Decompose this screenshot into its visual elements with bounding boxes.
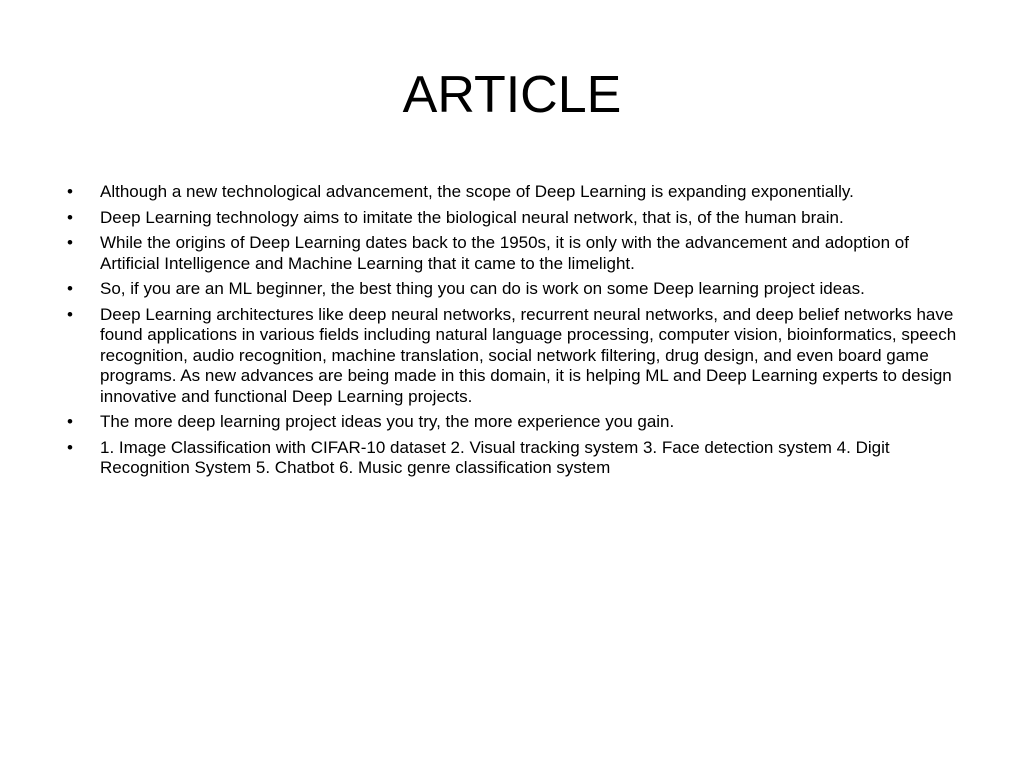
bullet-text: While the origins of Deep Learning dates back to the 1950s, it is only with the advancement and adoption of Artificial Intelligence and Machine Learning that it came to the limelight. [100, 233, 909, 273]
bullet-text: So, if you are an ML beginner, the best thing you can do is work on some Deep learning project ideas. [100, 279, 865, 298]
bullet-item [60, 208, 965, 229]
bullet-text: Although a new technological advancement, the scope of Deep Learning is expanding exponentially. [100, 182, 854, 201]
bullet-item [60, 233, 965, 274]
bullet-marker: • [67, 304, 73, 324]
bullet-marker: • [67, 182, 73, 201]
bullet-marker: • [67, 412, 73, 431]
bullet-marker: • [67, 437, 73, 457]
bullet-list [60, 182, 965, 484]
bullet-marker: • [67, 207, 73, 227]
bullet-item [60, 412, 965, 433]
bullet-item [60, 279, 965, 300]
bullet-text: Deep Learning technology aims to imitate the biological neural network, that is, of the human brain. [100, 207, 844, 227]
bullet-item [60, 182, 965, 203]
slide-title: ARTICLE [402, 66, 622, 124]
bullet-marker: • [67, 233, 73, 252]
bullet-text: 1. Image Classification with CIFAR-10 dataset 2. Visual tracking system 3. Face detection system 4. Digit Recognition System 5. Chatbot 6. Music genre classification system [100, 437, 890, 477]
bullet-item [60, 305, 965, 408]
bullet-text: The more deep learning project ideas you try, the more experience you gain. [100, 412, 675, 431]
bullet-text: Deep Learning architectures like deep neural networks, recurrent neural networks, and deep belief networks have found applications in various fields including natural language processing, computer vision, bioinformatics, speech recognition, audio recognition, machine translation, social network filtering, drug design, and even board game programs. As new advances are being made in this domain, it is helping ML and Deep Learning experts to design innovative and functional Deep Learning projects. [100, 304, 957, 406]
bullet-item [60, 438, 965, 479]
bullet-marker: • [67, 279, 73, 298]
